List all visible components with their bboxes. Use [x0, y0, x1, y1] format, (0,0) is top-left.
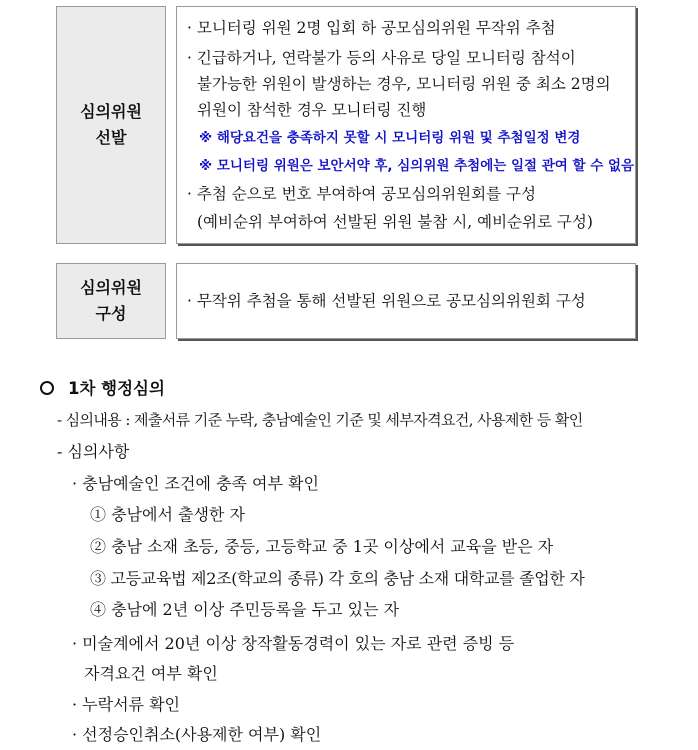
review-sub-4: ④ 충남에 2년 이상 주민등록을 두고 있는 자 [90, 600, 400, 619]
selection-label-line2: 선발 [95, 128, 127, 147]
selection-line-4: 위원이 참석한 경우 모니터링 진행 [197, 101, 427, 119]
selection-label-line1: 심의위원 [80, 102, 142, 121]
composition-label-line1: 심의위원 [80, 278, 142, 297]
selection-line-1: · 모니터링 위원 2명 입회 하 공모심의위원 무작위 추첨 [187, 19, 556, 37]
selection-line-2: · 긴급하거나, 연락불가 등의 사유로 당일 모니터링 참석이 [187, 49, 576, 67]
review-criteria-2: · 미술계에서 20년 이상 창작활동경력이 있는 자로 관련 증빙 등 [72, 634, 515, 653]
review-criteria-1: · 충남예술인 조건에 충족 여부 확인 [72, 474, 319, 493]
review-sub-1: ① 충남에서 출생한 자 [90, 505, 245, 524]
review-criteria-2-cont: 자격요건 여부 확인 [84, 664, 218, 683]
selection-line-5: · 추첨 순으로 번호 부여하여 공모심의위원회를 구성 [187, 185, 536, 203]
composition-line: · 무작위 추첨을 통해 선발된 위원으로 공모심의위원회 구성 [187, 292, 586, 310]
review-criteria-4: · 선정승인취소(사용제한 여부) 확인 [72, 725, 322, 744]
review-content-line: - 심의내용 : 제출서류 기준 누락, 충남예술인 기준 및 세부자격요건, 사용제한 등 확인 [57, 411, 583, 429]
composition-label-box [56, 263, 166, 339]
selection-line-6: (예비순위 부여하여 선발된 위원 불참 시, 예비순위로 구성) [197, 213, 593, 231]
review-items-line: - 심의사항 [57, 442, 130, 461]
composition-label-line2: 구성 [95, 304, 127, 323]
selection-content-box [176, 6, 636, 244]
selection-line-3: 불가능한 위원이 발생하는 경우, 모니터링 위원 중 최소 2명의 [197, 75, 611, 93]
circle-bullet-icon [40, 381, 54, 395]
review-sub-2: ② 충남 소재 초등, 중등, 고등학교 중 1곳 이상에서 교육을 받은 자 [90, 537, 554, 556]
selection-label-box [56, 6, 166, 244]
review-heading: 1차 행정심의 [40, 375, 165, 399]
selection-note-1: ※ 해당요건을 충족하지 못할 시 모니터링 위원 및 추첨일정 변경 [199, 130, 581, 146]
review-sub-3: ③ 고등교육법 제2조(학교의 종류) 각 호의 충남 소재 대학교를 졸업한 자 [90, 569, 585, 588]
selection-note-2: ※ 모니터링 위원은 보안서약 후, 심의위원 추첨에는 일절 관여 할 수 없음 [199, 158, 635, 174]
review-criteria-3: · 누락서류 확인 [72, 695, 180, 714]
composition-content-box [176, 263, 636, 339]
